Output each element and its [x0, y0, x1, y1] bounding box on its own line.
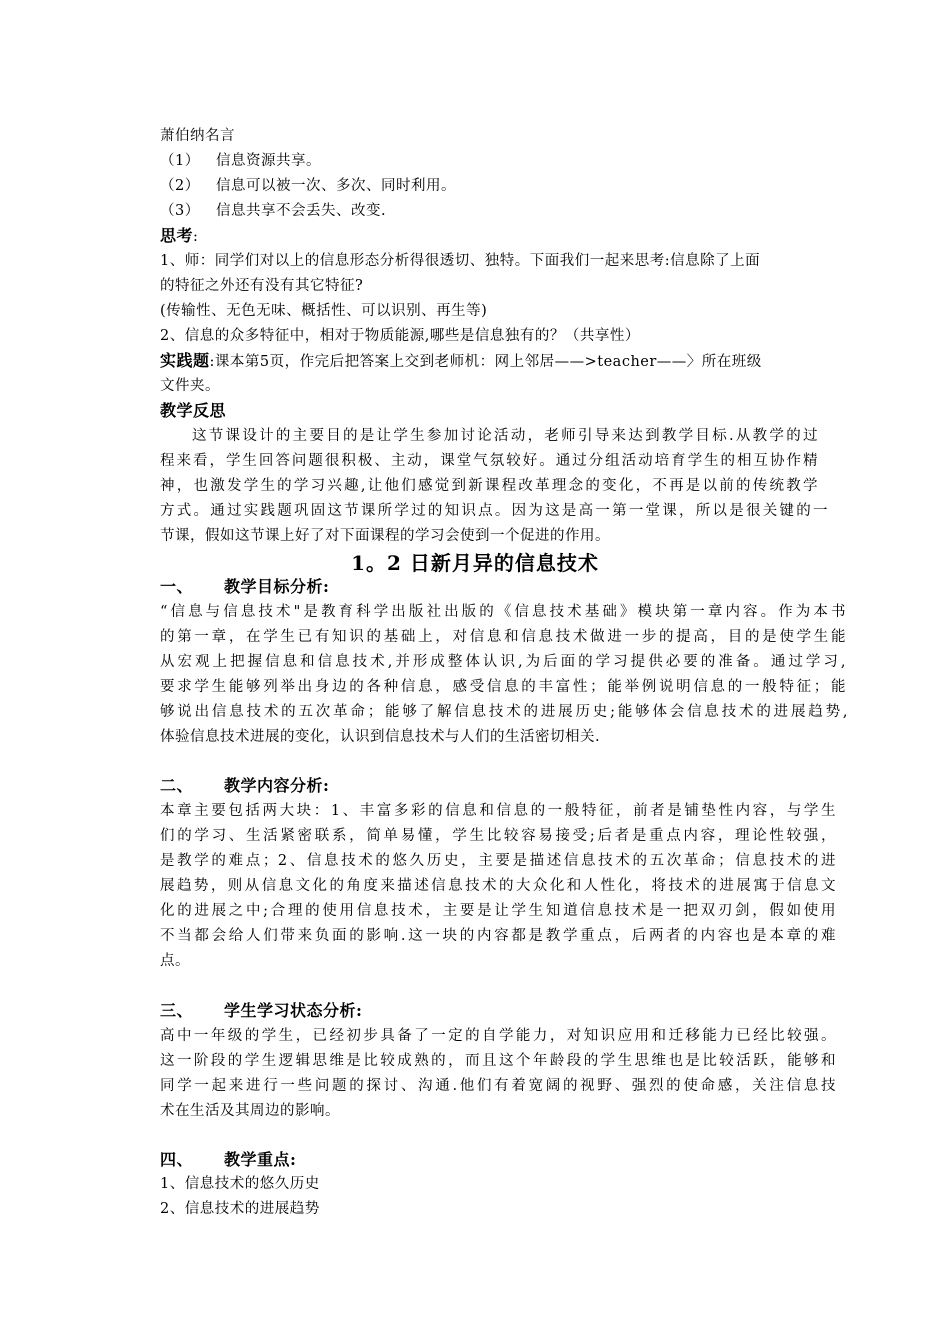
question-1-line-2: 的特征之外还有没有其它特征?	[160, 278, 364, 294]
practice-line-2: 文件夹。	[160, 378, 220, 394]
section-4-line: 1、信息技术的悠久历史	[160, 1176, 320, 1192]
section-1-line: “信息与信息技术"是教育科学出版社出版的《信息技术基础》模块第一章内容。作为本书	[160, 604, 846, 620]
reflection-line: 方式。通过实践题巩固这节课所学过的知识点。因为这是高一第一堂课，所以是很关键的一	[160, 503, 828, 519]
section-1-heading	[160, 575, 329, 599]
item-text: 信息共享不会丢失、改变.	[216, 203, 387, 219]
section-4-heading	[160, 1148, 296, 1172]
section-2-line: 是教学的难点；2、信息技术的悠久历史，主要是描述信息技术的五次革命；信息技术的进	[160, 853, 836, 869]
think-label: 思考	[160, 226, 194, 245]
section-3-line: 高中一年级的学生，已经初步具备了一定的自学能力，对知识应用和迁移能力已经比较强。	[160, 1028, 836, 1044]
section-2-line: 本章主要包括两大块：1、丰富多彩的信息和信息的一般特征，前者是铺垫性内容，与学生	[160, 803, 836, 819]
section-3-number: 三、	[160, 1001, 194, 1020]
section-1-line: 要求学生能够列举出身边的各种信息，感受信息的丰富性；能举例说明信息的一般特征；能	[160, 679, 846, 695]
reflection-line: 神，也激发学生的学习兴趣,让他们感觉到新课程改革理念的变化，不再是以前的传统教学	[160, 478, 818, 494]
section-1-number: 一、	[160, 577, 194, 596]
section-3-line: 这一阶段的学生逻辑思维是比较成熟的，而且这个年龄段的学生思维也是比较活跃，能够和	[160, 1053, 836, 1069]
section-3-heading	[160, 999, 362, 1023]
quote-title: 萧伯纳名言	[160, 128, 235, 144]
reflection-line: 节课，假如这节课上好了对下面课程的学习会使到一个促进的作用。	[160, 528, 610, 544]
section-2-heading	[160, 774, 329, 798]
section-2-line: 们的学习、生活紧密联系，简单易懂，学生比较容易接受;后者是重点内容，理论性较强，	[160, 828, 836, 844]
section-3-line: 术在生活及其周边的影响。	[160, 1103, 340, 1119]
section-2-line: 化的进展之中;合理的使用信息技术，主要是让学生知道信息技术是一把双刃剑，假如使用	[160, 903, 836, 919]
question-1-answer: (传输性、无色无味、概括性、可以识别、再生等)	[160, 303, 488, 319]
question-2: 2、信息的众多特征中，相对于物质能源,哪些是信息独有的？（共享性）	[160, 328, 640, 344]
section-1-line: 的第一章，在学生已有知识的基础上，对信息和信息技术做进一步的提高，目的是使学生能	[160, 629, 846, 645]
practice-text: :课本第5页，作完后把答案上交到老师机：网上邻居——>teacher——〉所在班级	[209, 354, 762, 370]
item-number: （1）	[160, 153, 200, 169]
think-heading	[160, 224, 198, 249]
item-text: 信息可以被一次、多次、同时利用。	[216, 178, 456, 194]
section-2-line: 点。	[160, 953, 190, 969]
section-2-title: 教学内容分析:	[224, 776, 330, 795]
reflection-title: 教学反思	[160, 401, 227, 420]
section-1-line: 够说出信息技术的五次革命；能够了解信息技术的进展历史;能够体会信息技术的进展趋势,	[160, 704, 848, 720]
section-2-number: 二、	[160, 776, 194, 795]
practice-line-1	[160, 349, 762, 374]
section-1-line: 体验信息技术进展的变化，认识到信息技术与人们的生活密切相关.	[160, 729, 601, 745]
section-2-line: 不当都会给人们带来负面的影响.这一块的内容都是教学重点，后两者的内容也是本章的难	[160, 928, 836, 944]
section-1-line: 从宏观上把握信息和信息技术,并形成整体认识,为后面的学习提供必要的准备。通过学习,	[160, 654, 846, 670]
reflection-line: 程来看，学生回答问题很积极、主动，课堂气氛较好。通过分组活动培育学生的相互协作精	[160, 453, 818, 469]
section-3-title: 学生学习状态分析:	[224, 1001, 363, 1020]
item-number: （3）	[160, 203, 200, 219]
section-title: 1。2 日新月异的信息技术	[351, 551, 599, 575]
section-2-line: 展趋势，则从信息文化的角度来描述信息技术的大众化和人性化，将技术的进展寓于信息文	[160, 878, 836, 894]
section-4-number: 四、	[160, 1150, 194, 1169]
item-number: （2）	[160, 178, 200, 194]
think-colon: :	[193, 229, 199, 245]
section-4-title: 教学重点:	[224, 1150, 297, 1169]
item-text: 信息资源共享。	[216, 153, 321, 169]
section-3-line: 同学一起来进行一些问题的探讨、沟通.他们有着宽阔的视野、强烈的使命感，关注信息技	[160, 1078, 836, 1094]
section-4-line: 2、信息技术的进展趋势	[160, 1201, 320, 1217]
list-item	[160, 149, 321, 173]
section-1-title: 教学目标分析:	[224, 577, 330, 596]
question-1-line-1: 1、师：同学们对以上的信息形态分析得很透切、独特。下面我们一起来思考:信息除了上面	[160, 253, 761, 269]
practice-label: 实践题	[160, 351, 210, 370]
list-item	[160, 199, 386, 223]
list-item	[160, 174, 456, 198]
reflection-line: 这节课设计的主要目的是让学生参加讨论活动，老师引导来达到教学目标.从教学的过	[192, 428, 818, 444]
